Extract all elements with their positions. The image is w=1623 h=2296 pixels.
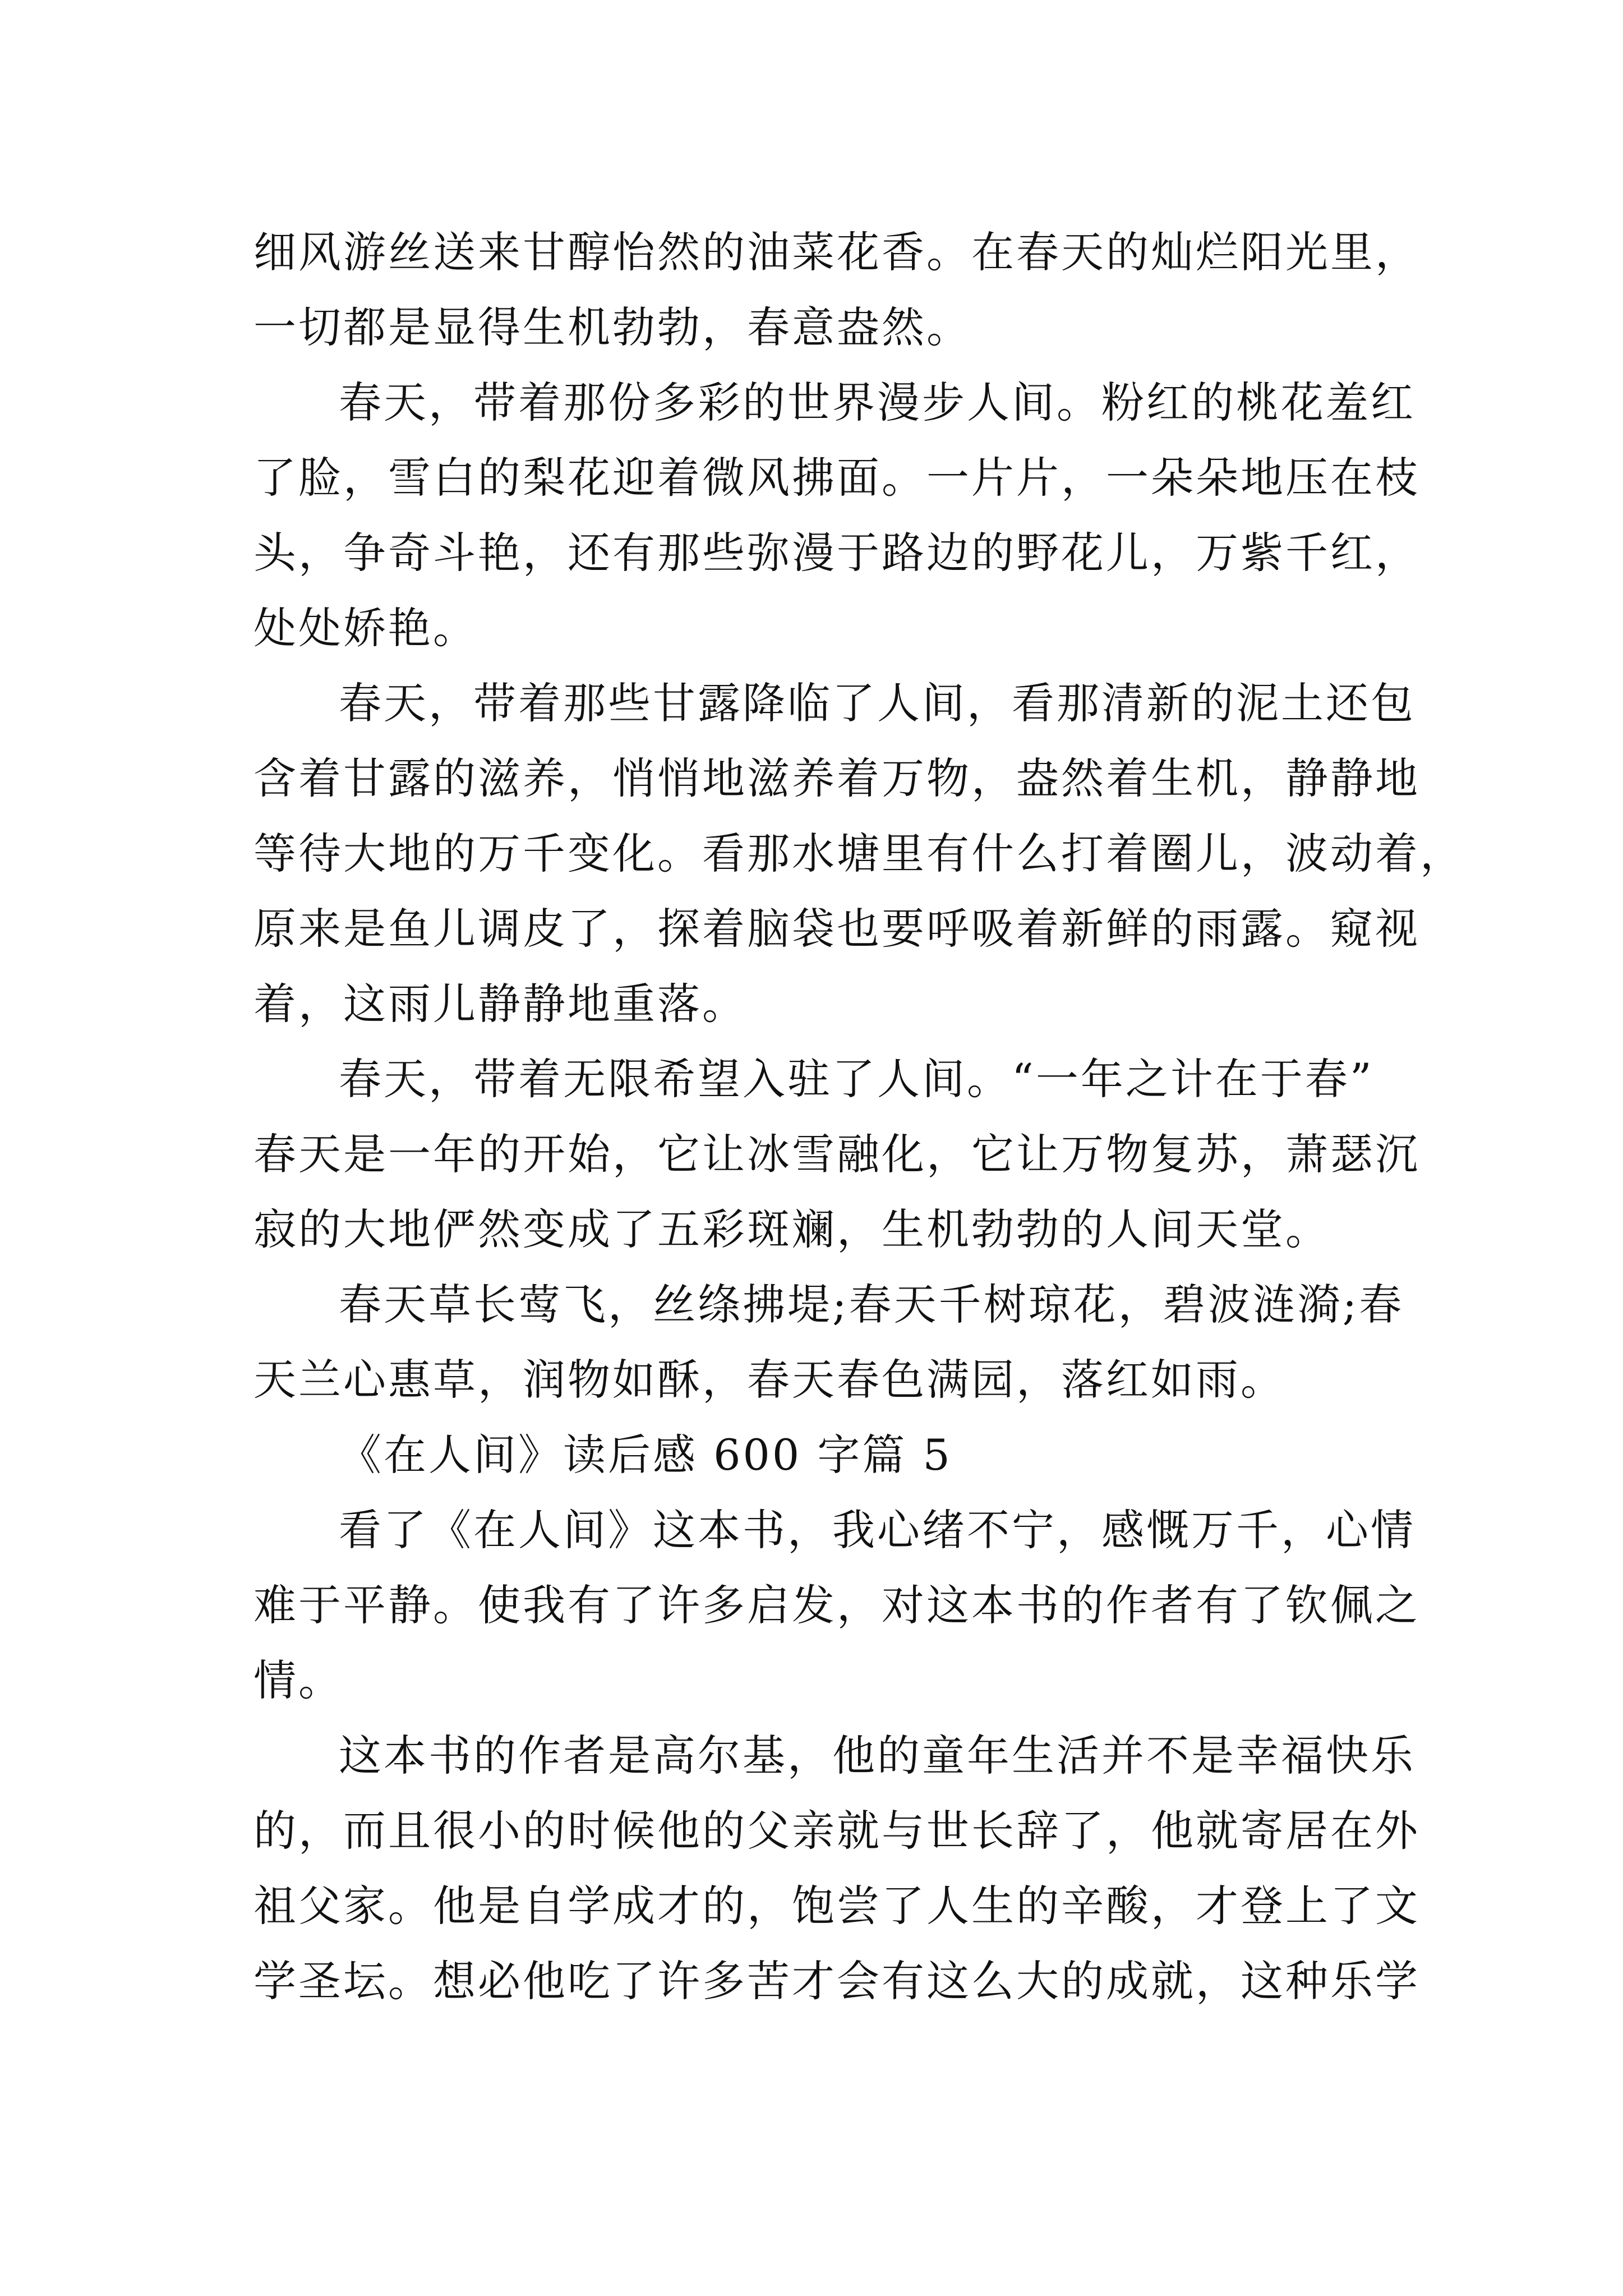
text-line: 春天草长莺飞，丝绦拂堤;春天千树琼花，碧波涟漪;春: [339, 1280, 1404, 1329]
text-line: 着，这雨儿静静地重落。: [253, 979, 747, 1029]
text-line: 学圣坛。想必他吃了许多苦才会有这么大的成就，这种乐学: [253, 1956, 1420, 2006]
text-line: 祖父家。他是自学成才的，饱尝了人生的辛酸，才登上了文: [253, 1881, 1420, 1931]
text-line: 春天，带着无限希望入驻了人间。“一年之计在于春”: [339, 1054, 1374, 1104]
text-line: 看了《在人间》这本书，我心绪不宁，感慨万千，心情: [339, 1505, 1415, 1555]
text-line: 一切都是显得生机勃勃，春意盎然。: [253, 302, 971, 352]
text-line: 春天，带着那份多彩的世界漫步人间。粉红的桃花羞红: [339, 378, 1415, 427]
text-line: 情。: [253, 1655, 343, 1705]
text-line: 难于平静。使我有了许多启发，对这本书的作者有了钦佩之: [253, 1580, 1420, 1630]
text-line: 春天，带着那些甘露降临了人间，看那清新的泥土还包: [339, 678, 1415, 728]
text-line: 寂的大地俨然变成了五彩斑斓，生机勃勃的人间天堂。: [253, 1204, 1330, 1254]
text-line: 头，争奇斗艳，还有那些弥漫于路边的野花儿，万紫千红，: [253, 528, 1420, 578]
text-line: 的，而且很小的时候他的父亲就与世长辞了，他就寄居在外: [253, 1806, 1420, 1856]
document-body: [253, 215, 1465, 2019]
text-line: 这本书的作者是高尔基，他的童年生活并不是幸福快乐: [339, 1731, 1415, 1780]
text-line: 处处娇艳。: [253, 603, 478, 653]
text-line: 含着甘露的滋养，悄悄地滋养着万物，盎然着生机，静静地: [253, 753, 1420, 803]
text-line: 《在人间》读后感 600 字篇 5: [339, 1430, 952, 1480]
text-line: 了脸，雪白的梨花迎着微风拂面。一片片，一朵朵地压在枝: [253, 453, 1420, 503]
text-line: 天兰心惠草，润物如酥，春天春色满园，落红如雨。: [253, 1355, 1285, 1405]
text-line: 细风游丝送来甘醇怡然的油菜花香。在春天的灿烂阳光里，: [253, 227, 1420, 277]
text-line: 春天是一年的开始，它让冰雪融化，它让万物复苏，萧瑟沉: [253, 1129, 1420, 1179]
text-line: 等待大地的万千变化。看那水塘里有什么打着圈儿，波动着，: [253, 829, 1465, 878]
text-line: 原来是鱼儿调皮了，探着脑袋也要呼吸着新鲜的雨露。窥视: [253, 904, 1420, 954]
